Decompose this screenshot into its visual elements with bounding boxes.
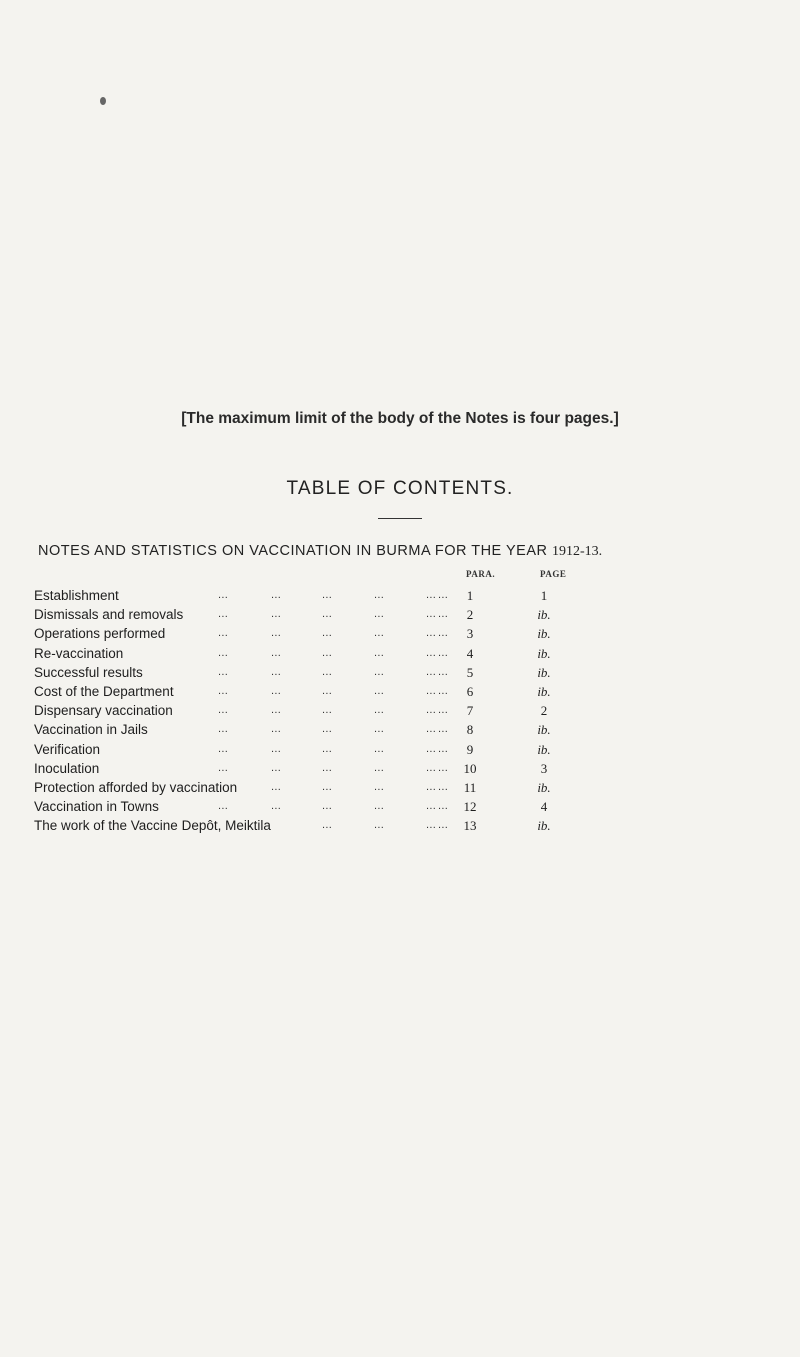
toc-entry-label: Protection afforded by vaccination	[34, 779, 238, 795]
toc-entry: The work of the Vaccine Depôt, Meiktila ... ... ... ... 13 ib.	[34, 816, 574, 835]
header-note: [The maximum limit of the body of the Notes is four pages.]	[181, 410, 619, 427]
toc-entry-para: 2	[466, 607, 474, 623]
toc-entry-label: Dispensary vaccination	[34, 703, 173, 719]
toc-entry: Vaccination in Jails ... ... ... ... ... ... 8 ib.	[34, 720, 574, 739]
toc-entry-label: Vaccination in Towns	[34, 799, 159, 815]
toc-entry-label: Re-vaccination	[34, 645, 124, 661]
toc-entry-label: The work of the Vaccine Depôt, Meiktila	[34, 818, 271, 834]
toc-entry-page: 3	[540, 760, 548, 776]
toc-entry-para: 11	[463, 779, 477, 795]
toc-entry-para: 4	[466, 645, 474, 661]
toc-entry: Successful results ... ... ... ... ... ... 5 ib.	[34, 663, 574, 682]
toc-entry-page: ib.	[537, 779, 551, 795]
page-subtitle	[38, 543, 798, 560]
column-header-para: PARA.	[466, 569, 496, 579]
toc-entry: Dispensary vaccination ... ... ... ... ... ... 7 2	[34, 701, 574, 720]
toc-entry-page: ib.	[537, 626, 551, 642]
toc-entry-label: Dismissals and removals	[34, 607, 184, 623]
toc-entry: Establishment ... ... ... ... ... ... 1 1	[34, 586, 574, 605]
contents-list	[34, 586, 574, 835]
toc-entry-para: 5	[466, 664, 474, 680]
toc-entry-label: Vaccination in Jails	[34, 722, 148, 738]
toc-entry-label: Inoculation	[34, 760, 100, 776]
toc-entry: Protection afforded by vaccination ... ... ... ... ... 11 ib.	[34, 778, 574, 797]
toc-entry-para: 8	[466, 722, 474, 738]
toc-entry-label: Operations performed	[34, 626, 166, 642]
toc-entry-label: Establishment	[34, 588, 119, 603]
toc-entry: Inoculation ... ... ... ... ... ... 10 3	[34, 759, 574, 778]
toc-entry-para: 1	[466, 588, 474, 603]
subtitle-text: NOTES AND STATISTICS ON VACCINATION IN BURMA FOR THE YEAR	[38, 543, 548, 559]
toc-entry-page: ib.	[537, 607, 551, 623]
toc-entry-label: Cost of the Department	[34, 683, 174, 699]
toc-entry: Dismissals and removals ... ... ... ... ... ... 2 ib.	[34, 605, 574, 624]
toc-entry-page: ib.	[537, 645, 551, 661]
subtitle-year: 1912-13.	[552, 544, 603, 559]
toc-entry: Verification ... ... ... ... ... ... 9 ib.	[34, 740, 574, 759]
toc-entry-para: 3	[466, 626, 474, 642]
page-title: TABLE OF CONTENTS.	[286, 478, 514, 499]
toc-entry-page: 1	[540, 588, 548, 603]
toc-entry-para: 9	[466, 741, 474, 757]
toc-entry-para: 7	[466, 703, 474, 719]
toc-entry-page: 4	[540, 799, 548, 815]
toc-entry-para: 12	[463, 799, 477, 815]
toc-entry-page: ib.	[537, 664, 551, 680]
ink-speck	[100, 97, 106, 105]
toc-entry-para: 13	[463, 818, 477, 834]
toc-entry: Cost of the Department ... ... ... ... ... ... 6 ib.	[34, 682, 574, 701]
toc-entry-page: ib.	[537, 741, 551, 757]
toc-entry: Re-vaccination ... ... ... ... ... ... 4 ib.	[34, 644, 574, 663]
toc-entry-para: 6	[466, 683, 474, 699]
toc-entry-page: ib.	[537, 722, 551, 738]
toc-entry-para: 10	[463, 760, 477, 776]
toc-entry-page: 2	[540, 703, 548, 719]
toc-entry: Vaccination in Towns ... ... ... ... ... ... 12 4	[34, 797, 574, 816]
toc-entry-label: Successful results	[34, 664, 143, 680]
toc-entry-page: ib.	[537, 818, 551, 834]
toc-entry-page: ib.	[537, 683, 551, 699]
title-rule	[378, 518, 422, 519]
toc-entry: Operations performed ... ... ... ... ... ... 3 ib.	[34, 624, 574, 643]
column-header-page: PAGE	[540, 569, 567, 579]
toc-entry-label: Verification	[34, 741, 101, 757]
